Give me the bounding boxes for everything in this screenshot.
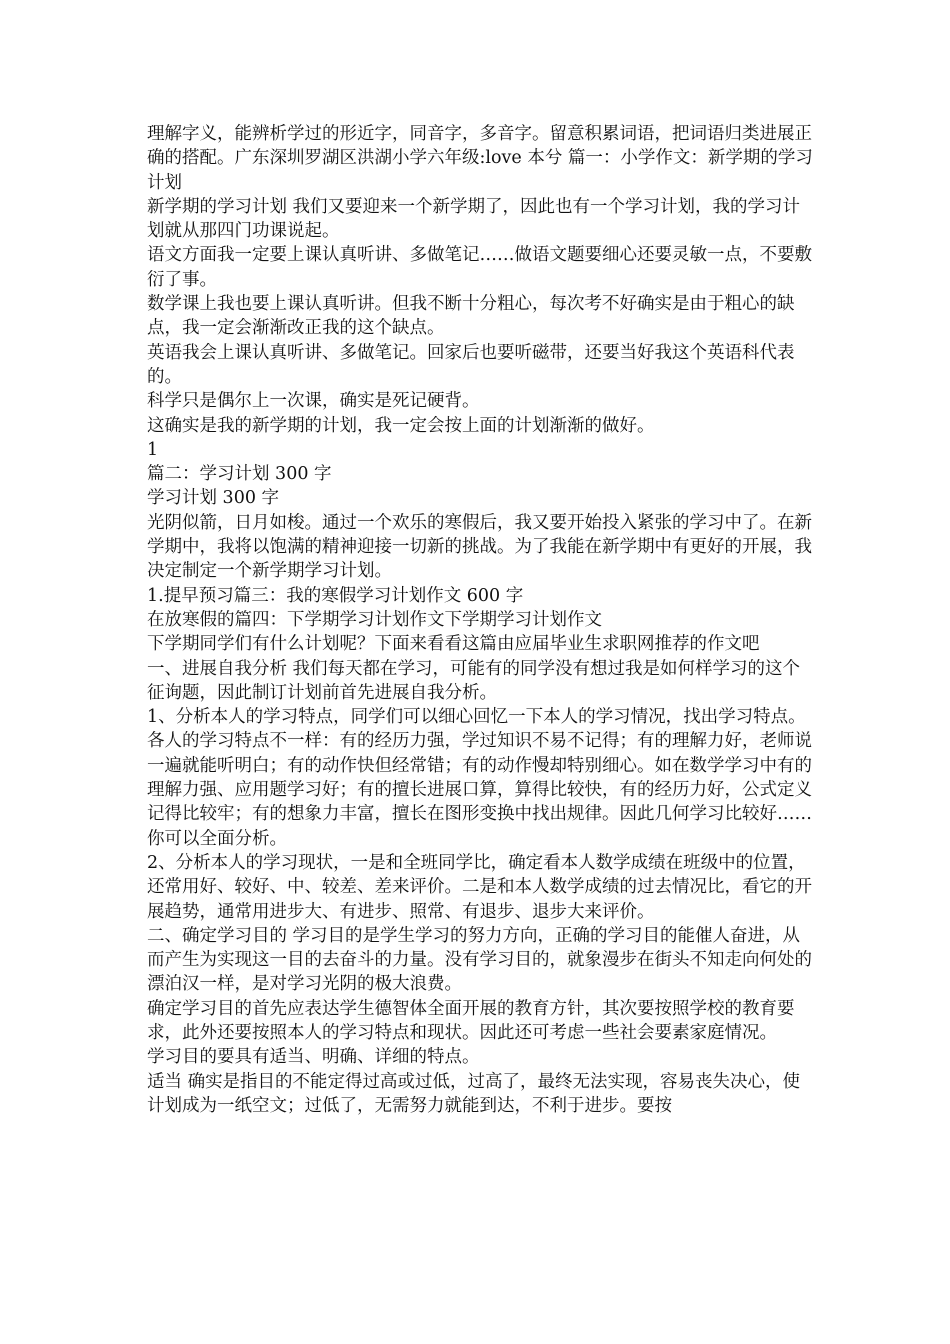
paragraph-new-term: 光阴似箭，日月如梭。通过一个欢乐的寒假后，我又要开始投入紧张的学习中了。在新学期中，我将以饱满的精神迎接一切新的挑战。为了我能在新学期中有更好的开展，我决定制定一个新学期学习计划。 xyxy=(147,512,812,582)
paragraph-english: 英语我会上课认真听讲、多做笔记。回家后也要听磁带，还要当好我这个英语科代表的。 xyxy=(147,342,795,387)
paragraph-winter: 在放寒假的篇四：下学期学习计划作文下学期学习计划作文 xyxy=(147,609,602,630)
paragraph-goal-basis: 确定学习目的首先应表达学生德智体全面开展的教育方针，其次要按照学校的教育要求，此外还要按照本人的学习特点和现状。因此还可考虑一些社会要素家庭情况。 xyxy=(147,998,795,1043)
section-heading-2: 篇二：学习计划 300 字 xyxy=(147,464,332,485)
paragraph-appropriate: 适当 确实是指目的不能定得过高或过低，过高了，最终无法实现，容易丧失决心，使计划成为一纸空文；过低了，无需努力就能到达，不利于进步。要按 xyxy=(147,1071,801,1116)
paragraph-math: 数学课上我也要上课认真听讲。但我不断十分粗心，每次考不好确实是由于粗心的缺点，我一定会渐渐改正我的这个缺点。 xyxy=(147,294,795,339)
paragraph-next-term: 下学期同学们有什么计划呢？下面来看看这篇由应届毕业生求职网推荐的作文吧 xyxy=(147,634,760,655)
paragraph-chinese: 语文方面我一定要上课认真听讲、多做笔记……做语文题要细心还要灵敏一点，不要敷衍了事。 xyxy=(147,245,812,290)
paragraph-intro: 理解字义，能辨析学过的形近字，同音字，多音字。留意积累词语，把词语归类进展正确的搭配。广东深圳罗湖区洪湖小学六年级:love 本兮 篇一：小学作文：新学期的学习计划 xyxy=(147,124,813,193)
paragraph-science: 科学只是偶尔上一次课，确实是死记硬背。 xyxy=(147,391,480,412)
paragraph-learning-goal: 二、确定学习目的 学习目的是学生学习的努力方向，正确的学习目的能催人奋进，从而产生为实现这一目的去奋斗的力量。没有学习目的，就象漫步在街头不知走向何处的漂泊汉一样，是对学习光阴的极大浪费。 xyxy=(147,925,812,995)
paragraph-self-analysis: 一、进展自我分析 我们每天都在学习，可能有的同学没有想过我是如何样学习的这个征询题，因此制订计划前首先进展自我分析。 xyxy=(147,658,801,703)
paragraph-preview: 1.提早预习篇三：我的寒假学习计划作文 600 字 xyxy=(147,585,524,606)
document-body xyxy=(147,122,815,1118)
paragraph-goal-traits: 学习目的要具有适当、明确、详细的特点。 xyxy=(147,1047,480,1068)
section-title-2: 学习计划 300 字 xyxy=(147,488,280,509)
paragraph-learning-status: 2、分析本人的学习现状，一是和全班同学比，确定看本人数学成绩在班级中的位置，还常用好、较好、中、较差、差来评价。二是和本人数学成绩的过去情况比，看它的开展趋势，通常用进步大、有进步、照常、有退步、退步大来评价。 xyxy=(147,852,812,922)
paragraph-plan-opening: 新学期的学习计划 我们又要迎来一个新学期了，因此也有一个学习计划，我的学习计划就从那四门功课说起。 xyxy=(147,196,801,242)
paragraph-plan-closing: 这确实是我的新学期的计划，我一定会按上面的计划渐渐的做好。 xyxy=(147,415,655,436)
page-number: 1 xyxy=(147,439,159,460)
paragraph-learning-traits: 1、分析本人的学习特点，同学们可以细心回忆一下本人的学习情况，找出学习特点。各人的学习特点不一样：有的经历力强，学过知识不易不记得；有的理解力好，老师说一遍就能听明白；有的动作快但经常错；有的动作慢却特别细心。如在数学学习中有的理解力强、应用题学习好；有的擅长进展口算，算得比较快，有的经历力好，公式定义记得比较牢；有的想象力丰富，擅长在图形变换中找出规律。因此几何学习比较好……你可以全面分析。 xyxy=(147,707,812,849)
